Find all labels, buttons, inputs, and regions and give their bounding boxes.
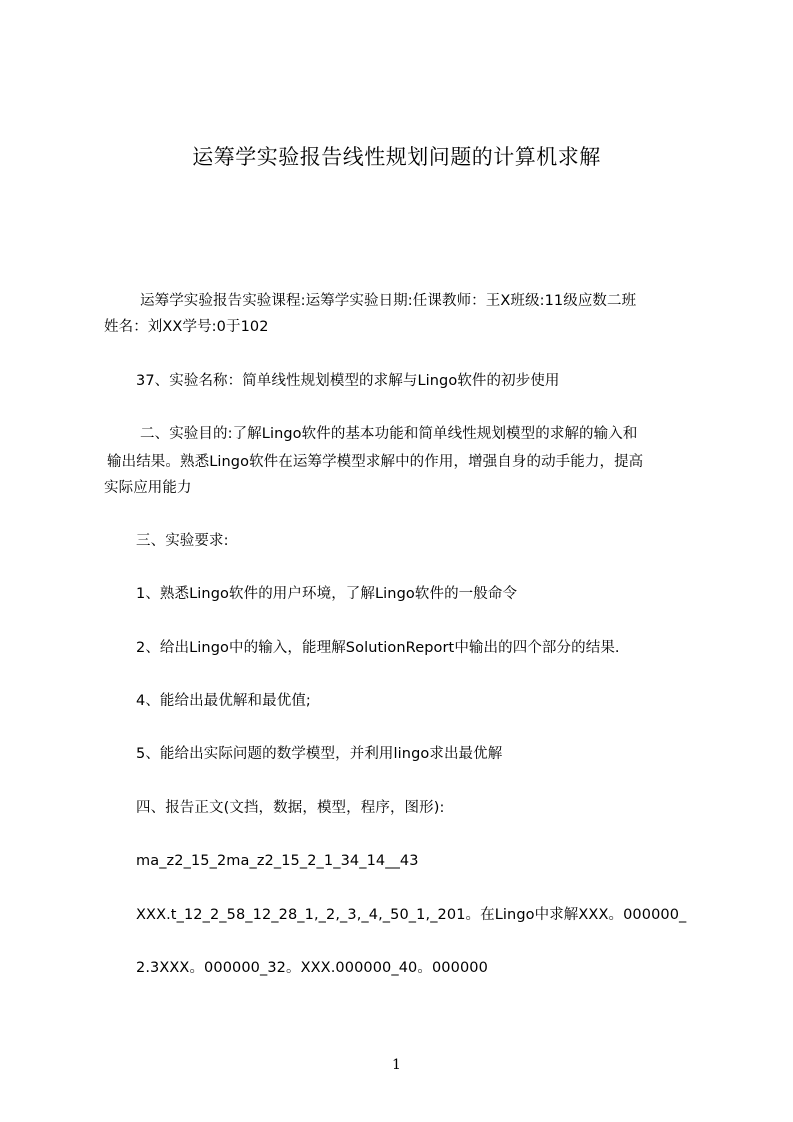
header-info-line-1: 运筹学实验报告实验课程:运筹学实验日期:任课教师：王X班级:11级应数二班	[140, 293, 637, 309]
solution-line-1: XXX.t_12_2_58_12_28_1,_2,_3,_4,_50_1,_201。在Lingo中求解XXX。000000_	[136, 907, 687, 923]
requirement-item-2: 2、给出Lingo中的输入，能理解SolutionReport中输出的四个部分的结果.	[136, 640, 620, 656]
report-heading: 四、报告正文(文挡，数据，模型，程序，图形):	[136, 800, 445, 816]
header-info-line-2: 姓名：刘XX学号:0于102	[104, 319, 269, 335]
document-title: 运筹学实验报告线性规划问题的计算机求解	[192, 145, 601, 169]
model-line: ma_z2_15_2ma_z2_15_2_1_34_14__43	[136, 853, 419, 869]
page-number: 1	[392, 1057, 401, 1073]
purpose-line-2: 输出结果。熟悉Lingo软件在运筹学模型求解中的作用，增强自身的动手能力，提高	[107, 454, 644, 470]
requirements-heading: 三、实验要求:	[136, 533, 229, 549]
solution-line-2: 2.3XXX。000000_32。XXX.000000_40。000000	[136, 960, 488, 976]
requirement-item-5: 5、能给出实际问题的数学模型，并利用lingo求出最优解	[136, 746, 503, 762]
purpose-line-1: 二、实验目的:了解Lingo软件的基本功能和简单线性规划模型的求解的输入和	[140, 426, 638, 442]
requirement-item-1: 1、熟悉Lingo软件的用户环境，了解Lingo软件的一般命令	[136, 586, 518, 602]
requirement-item-4: 4、能给出最优解和最优值;	[136, 693, 311, 709]
experiment-name: 37、实验名称：简单线性规划模型的求解与Lingo软件的初步使用	[136, 373, 560, 389]
purpose-line-3: 实际应用能力	[104, 480, 192, 496]
